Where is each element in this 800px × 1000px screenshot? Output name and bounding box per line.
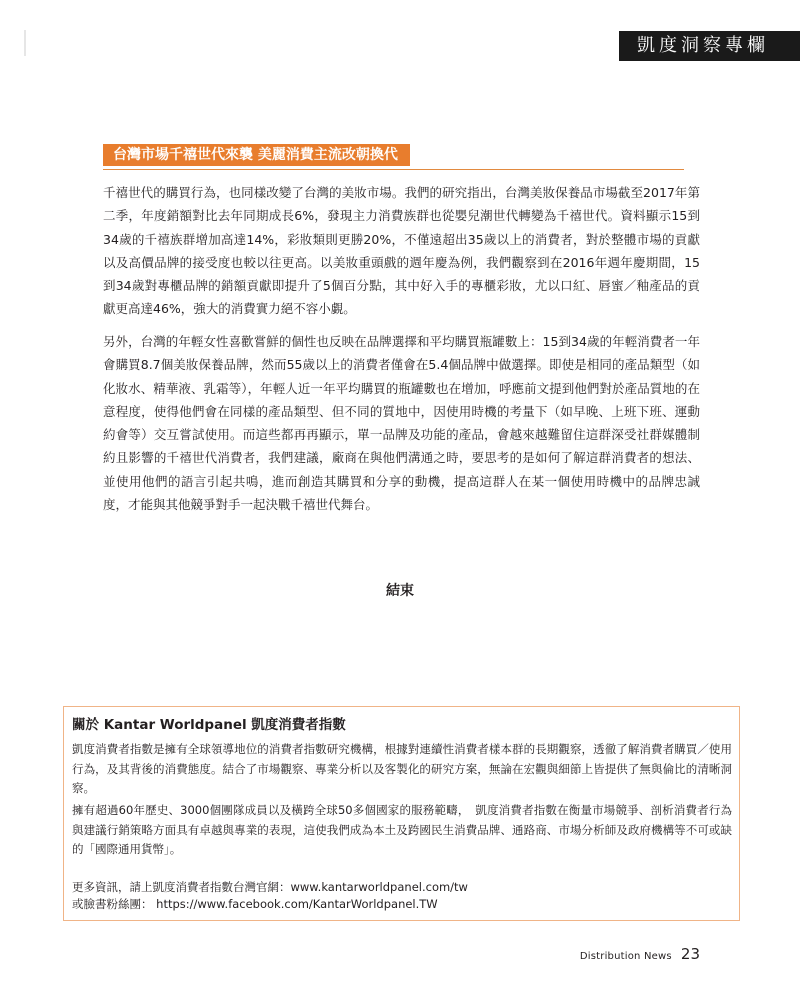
website-line: 更多資訊，請上凱度消費者指數台灣官網：www.kantarworldpanel.com/tw [72, 880, 468, 894]
about-box [63, 706, 740, 921]
ending-mark: 結束 [386, 583, 414, 599]
about-title: 關於 Kantar Worldpanel 凱度消費者指數 [72, 717, 346, 733]
about-paragraph: 擁有超過60年歷史、3000個團隊成員以及橫跨全球50多個國家的服務範疇， 凱度消費者指數在衡量市場競爭、剖析消費者行為與建議行銷策略方面具有卓越與專業的表現，這使我們成為本土及跨國民生消費品牌、通路商、市場分析師及政府機構等不可或缺的「國際通用貨幣」。 [72, 803, 732, 856]
body-paragraph: 另外，台灣的年輕女性喜歡嘗鮮的個性也反映在品牌選擇和平均購買瓶罐數上：15到34歲的年輕消費者一年會購買8.7個美妝保養品牌，然而55歲以上的消費者僅會在5.4個品牌中做選擇。即使是相同的產品類型（如化妝水、精華液、乳霜等），年輕人近一年平均購買的瓶罐數也在增加，呼應前文提到他們對於產品質地的在意程度，使得他們會在同樣的產品類型、但不同的質地中，因使用時機的考量下（如早晚、上班下班、運動約會等）交互嘗試使用。而這些都再再顯示，單一品牌及功能的產品，會越來越難留住這群深受社群媒體制約且影響的千禧世代消費者，我們建議，廠商在與他們溝通之時，要思考的是如何了解這群消費者的想法、並使用他們的語言引起共鳴，進而創造其購買和分享的動機，提高這群人在某一個使用時機中的品牌忠誠度，才能與其他競爭對手一起決戰千禧世代舞台。 [103, 334, 700, 513]
column-title: 凱度洞察專欄 [619, 31, 800, 61]
corner-mark [24, 30, 26, 56]
section-heading-text: 台灣市場千禧世代來襲 美麗消費主流改朝換代 [103, 144, 410, 166]
publication-name: Distribution News [579, 951, 672, 962]
section-heading [103, 140, 684, 170]
page-number: 23 [680, 945, 700, 963]
page-footer [580, 944, 700, 963]
about-contact [72, 879, 732, 913]
facebook-line: 或臉書粉絲團： https://www.facebook.com/KantarWorldpanel.TW [72, 897, 438, 911]
about-paragraph: 凱度消費者指數是擁有全球領導地位的消費者指數研究機構，根據對連續性消費者樣本群的長期觀察，透徹了解消費者購買／使用行為，及其背後的消費態度。結合了市場觀察、專業分析以及客製化的研究方案，無論在宏觀與細節上皆提供了無與倫比的清晰洞察。 [72, 742, 732, 795]
body-paragraph: 千禧世代的購買行為，也同樣改變了台灣的美妝市場。我們的研究指出，台灣美妝保養品市場截至2017年第二季，年度銷額對比去年同期成長6%，發現主力消費族群也從嬰兒潮世代轉變為千禧世代。資料顯示15到34歲的千禧族群增加高達14%，彩妝類則更勝20%，不僅遠超出35歲以上的消費者，對於整體市場的貢獻以及高價品牌的接受度也較以往更高。以美妝重頭戲的週年慶為例，我們觀察到在2016年週年慶期間，15到34歲對專櫃品牌的銷額貢獻即提升了5個百分點，其中好入手的專櫃彩妝，尤以口紅、唇蜜／釉產品的貢獻更高達46%，強大的消費實力絕不容小覷。 [103, 185, 700, 317]
